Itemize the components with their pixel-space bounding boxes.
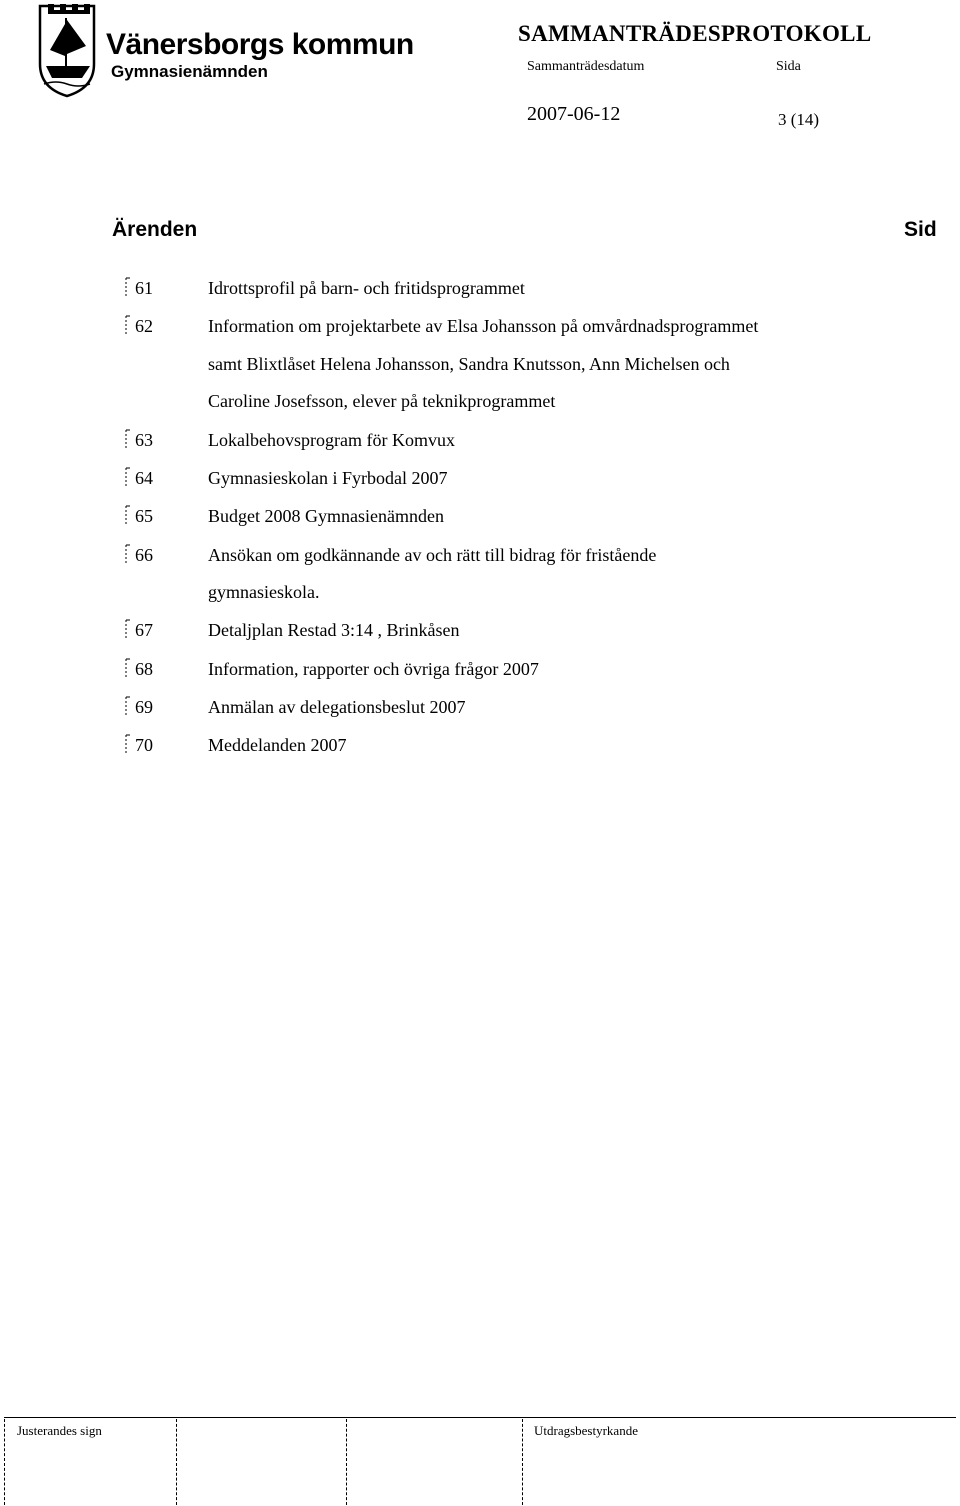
item-number: 70: [135, 735, 153, 756]
item-title-line: Budget 2008 Gymnasienämnden: [208, 506, 444, 527]
page-number-label: Sida: [776, 59, 801, 74]
document-title: SAMMANTRÄDESPROTOKOLL: [518, 21, 872, 46]
item-number: 68: [135, 658, 153, 679]
signature-box-divider: [4, 1419, 5, 1505]
extract-certification-label: Utdragsbestyrkande: [534, 1423, 638, 1438]
item-title-line: Information om projektarbete av Elsa Johansson på omvårdnadsprogrammet: [208, 316, 759, 337]
paragraph-marker-icon: [121, 618, 131, 642]
item-title-line: Anmälan av delegationsbeslut 2007: [208, 696, 466, 717]
paragraph-marker-icon: [121, 504, 131, 528]
signature-label: Justerandes sign: [17, 1423, 102, 1438]
signature-box-divider: [176, 1419, 177, 1505]
item-title-line: samt Blixtlåset Helena Johansson, Sandra Knutsson, Ann Michelsen och: [208, 353, 730, 374]
item-title-line: Ansökan om godkännande av och rätt till bidrag för fristående: [208, 544, 657, 565]
paragraph-marker-icon: [121, 543, 131, 567]
item-title-line: Information, rapporter och övriga frågor 2007: [208, 658, 539, 679]
organization-name: Vänersborgs kommun: [106, 28, 414, 61]
paragraph-marker-icon: [121, 733, 131, 757]
item-title-line: Lokalbehovsprogram för Komvux: [208, 429, 455, 450]
paragraph-marker-icon: [121, 695, 131, 719]
item-number: 61: [135, 278, 153, 298]
paragraph-marker-icon: [121, 466, 131, 490]
paragraph-marker-icon: [121, 314, 131, 338]
ship-shield-icon: [36, 2, 98, 98]
paragraph-marker-icon: [121, 657, 131, 681]
municipal-coat-of-arms-logo: [36, 2, 98, 98]
item-number: 66: [135, 544, 153, 565]
item-number: 63: [135, 429, 153, 450]
item-title-line: gymnasieskola.: [208, 582, 320, 602]
item-number: 67: [135, 620, 153, 641]
paragraph-marker-icon: [121, 428, 131, 452]
section-heading: Ärenden: [112, 218, 198, 241]
item-number: 69: [135, 696, 153, 717]
item-number: 65: [135, 506, 153, 527]
item-title-line: Gymnasieskolan i Fyrbodal 2007: [208, 467, 448, 488]
page-number-value: 3 (14): [778, 110, 820, 129]
meeting-date-label: Sammanträdesdatum: [527, 59, 645, 74]
page-column-heading: Sid: [904, 218, 937, 241]
signature-box-divider: [522, 1419, 523, 1505]
paragraph-marker-icon: [121, 276, 131, 300]
meeting-date-value: 2007-06-12: [527, 103, 621, 125]
signature-box-divider: [346, 1419, 347, 1505]
committee-name: Gymnasienämnden: [111, 62, 268, 81]
item-title-line: Idrottsprofil på barn- och fritidsprogrammet: [208, 278, 525, 298]
item-title-line: Detaljplan Restad 3:14 , Brinkåsen: [208, 620, 460, 641]
item-title-line: Meddelanden 2007: [208, 735, 347, 756]
footer-divider: [4, 1417, 956, 1418]
item-number: 64: [135, 467, 153, 488]
item-title-line: Caroline Josefsson, elever på teknikprogrammet: [208, 391, 556, 412]
item-number: 62: [135, 316, 153, 337]
